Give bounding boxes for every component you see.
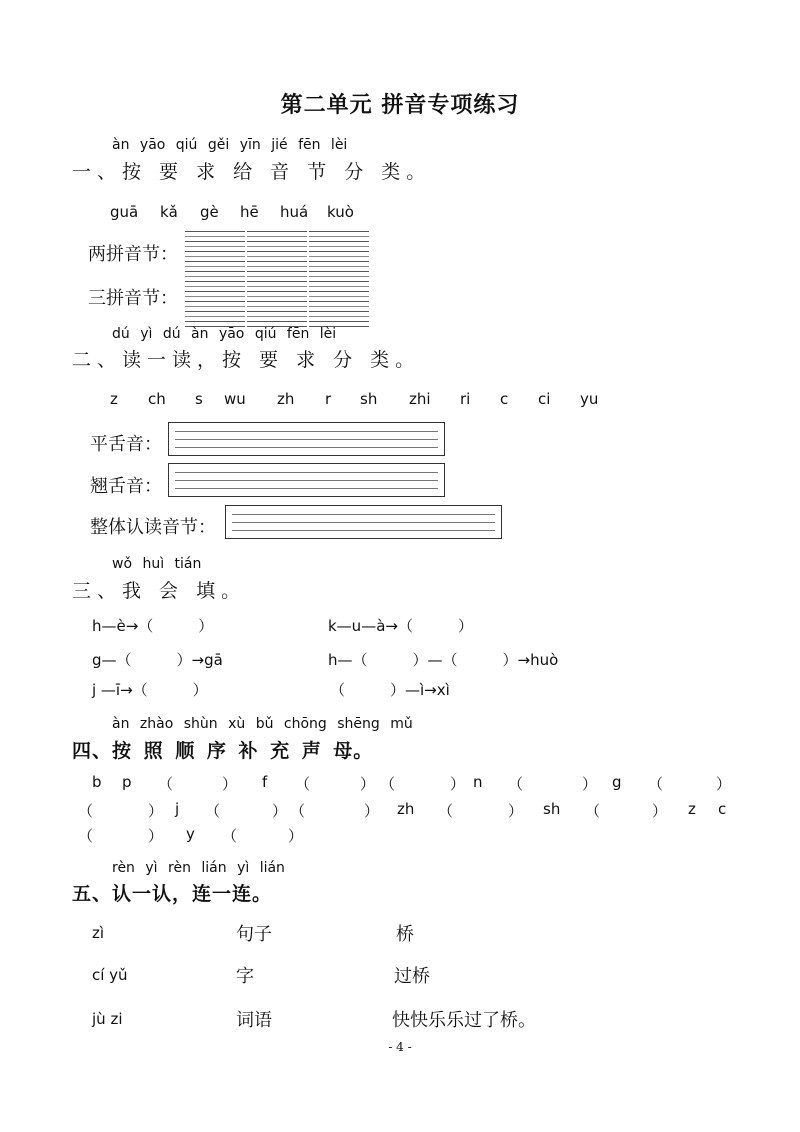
- label-three-spell: 三拼音节：: [88, 288, 178, 309]
- s4-token: ）: [364, 802, 380, 820]
- s4-token: （: [78, 802, 94, 820]
- s1-syllable: hē: [240, 203, 259, 221]
- s3-item: h—（ ）—（ ）→huò: [328, 651, 559, 669]
- s1-syllable: huá: [280, 203, 309, 221]
- s4-token: ）: [288, 827, 304, 845]
- s4-token: ）: [582, 775, 598, 793]
- s2-letter: s: [195, 390, 203, 408]
- s4-token: ）: [450, 775, 466, 793]
- match-pinyin[interactable]: cí yǔ: [92, 966, 128, 984]
- s4-row-3: [0, 825, 800, 845]
- label-curl-tongue: 翘舌音：: [90, 476, 162, 497]
- s3-item: g—（ ）→gā: [92, 651, 223, 669]
- s4-token: ）: [272, 802, 288, 820]
- s4-token: （: [648, 775, 664, 793]
- s4-token: p: [122, 773, 132, 791]
- s2-letter: ri: [460, 390, 471, 408]
- s2-letter: zhi: [409, 390, 431, 408]
- s4-token: f: [262, 773, 268, 791]
- s4-heading: 四、按 照 顺 序 补 充 声 母。: [72, 740, 374, 762]
- s4-token: j: [175, 800, 180, 818]
- s4-token: ）: [716, 775, 732, 793]
- answer-box-whole-syllable[interactable]: [225, 505, 502, 539]
- s4-token: b: [92, 773, 102, 791]
- match-word[interactable]: 字: [236, 966, 254, 987]
- s2-letter: ch: [148, 390, 166, 408]
- s4-token: n: [473, 773, 483, 791]
- label-whole-syllable: 整体认读音节：: [90, 517, 216, 538]
- match-phrase[interactable]: 快快乐乐过了桥。: [392, 1010, 536, 1031]
- s2-letter: c: [500, 390, 509, 408]
- s2-letter: wu: [224, 390, 246, 408]
- s1-syllable: guā: [110, 203, 139, 221]
- s3-item: （ ）—ì→xì: [330, 681, 450, 699]
- s4-row-2: [0, 800, 800, 820]
- s3-heading: 三、我 会 填。: [72, 580, 247, 602]
- s1-syllable: kuò: [327, 203, 354, 221]
- s4-token: （: [295, 775, 311, 793]
- s2-letter: sh: [360, 390, 378, 408]
- s2-letter: zh: [277, 390, 295, 408]
- s4-token: ）: [148, 802, 164, 820]
- s4-token: zh: [397, 800, 415, 818]
- s4-token: （: [508, 775, 524, 793]
- s3-item: h—è→（ ）: [92, 617, 214, 635]
- match-phrase[interactable]: 桥: [396, 924, 414, 945]
- s5-pinyin: rèn yì rèn lián yì lián: [112, 860, 285, 876]
- s4-token: （: [290, 802, 306, 820]
- s4-row-1: [0, 773, 800, 793]
- s3-item: k—u—à→（ ）: [328, 617, 473, 635]
- s4-token: ）: [360, 775, 376, 793]
- s3-item: j —ī→（ ）: [92, 681, 208, 699]
- s1-pinyin: àn yāo qiú gěi yīn jié fēn lèi: [112, 137, 348, 153]
- s4-token: sh: [543, 800, 561, 818]
- page-number: - 4 -: [388, 1040, 412, 1054]
- s4-pinyin: àn zhào shùn xù bǔ chōng shēng mǔ: [112, 716, 413, 732]
- writing-lines[interactable]: [185, 227, 245, 327]
- match-phrase[interactable]: 过桥: [394, 966, 430, 987]
- label-flat-tongue: 平舌音：: [90, 434, 162, 455]
- writing-lines[interactable]: [309, 227, 369, 327]
- s4-token: ）: [508, 802, 524, 820]
- s4-token: （: [380, 775, 396, 793]
- s4-token: y: [186, 825, 195, 843]
- s1-syllable: gè: [200, 203, 219, 221]
- s2-letter: z: [110, 390, 118, 408]
- s2-letter: yu: [580, 390, 599, 408]
- s1-syllable: kǎ: [160, 203, 178, 221]
- page-title: 第二单元 拼音专项练习: [280, 92, 520, 118]
- s4-token: （: [158, 775, 174, 793]
- match-pinyin[interactable]: jù zi: [92, 1010, 123, 1028]
- s4-token: g: [612, 773, 622, 791]
- writing-lines[interactable]: [247, 227, 307, 327]
- s3-pinyin: wǒ huì tián: [112, 556, 202, 572]
- s1-heading: 一、按 要 求 给 音 节 分 类。: [72, 161, 432, 183]
- s4-token: （: [438, 802, 454, 820]
- answer-box-curl-tongue[interactable]: [168, 463, 445, 497]
- s4-token: （: [78, 827, 94, 845]
- s2-letter-row: [0, 390, 800, 410]
- answer-box-flat-tongue[interactable]: [168, 422, 445, 456]
- s2-letter: r: [325, 390, 332, 408]
- s4-token: ）: [652, 802, 668, 820]
- s2-letter: ci: [538, 390, 551, 408]
- s2-pinyin: dú yì dú àn yāo qiú fēn lèi: [112, 326, 337, 342]
- s4-token: （: [585, 802, 601, 820]
- s4-token: （: [222, 827, 238, 845]
- s4-token: z: [688, 800, 696, 818]
- match-word[interactable]: 词语: [236, 1010, 272, 1031]
- match-word[interactable]: 句子: [236, 924, 272, 945]
- label-two-spell: 两拼音节：: [88, 244, 178, 265]
- s4-token: ）: [148, 827, 164, 845]
- s4-token: ）: [222, 775, 238, 793]
- s2-heading: 二、读一读，按 要 求 分 类。: [72, 349, 421, 371]
- match-pinyin[interactable]: zì: [92, 924, 105, 942]
- s4-token: c: [718, 800, 727, 818]
- s5-heading: 五、认一认，连一连。: [72, 883, 273, 905]
- s4-token: （: [205, 802, 221, 820]
